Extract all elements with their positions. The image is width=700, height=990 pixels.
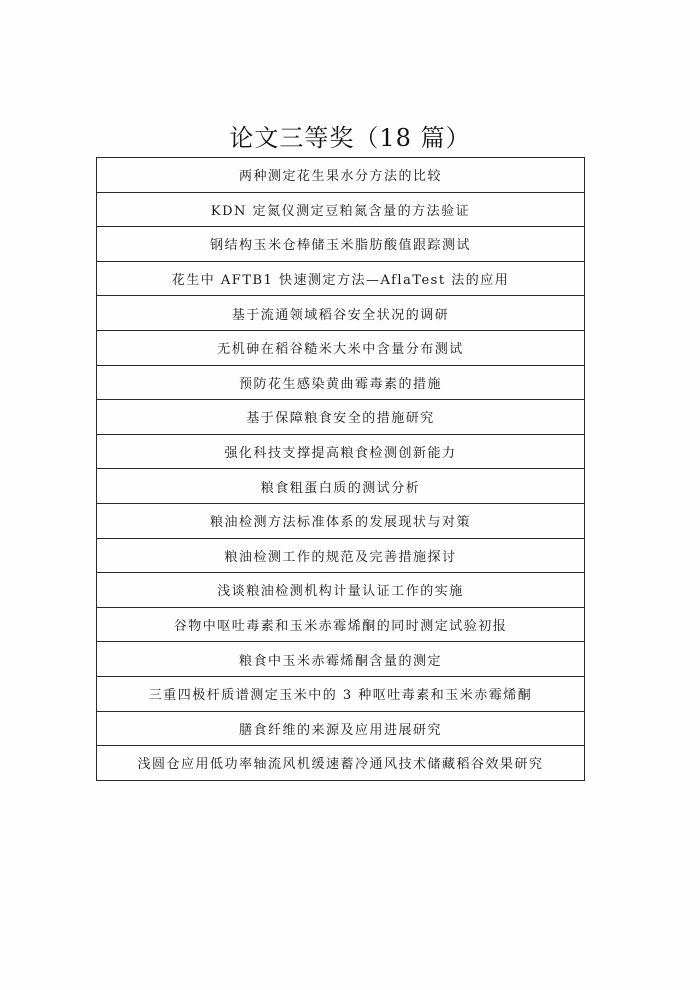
paper-title: 三重四极杆质谱测定玉米中的 3 种呕吐毒素和玉米赤霉烯酮 bbox=[97, 676, 585, 711]
table-row bbox=[97, 607, 585, 642]
paper-title: 膳食纤维的来源及应用进展研究 bbox=[97, 711, 585, 746]
table-row bbox=[97, 296, 585, 331]
table-row bbox=[97, 746, 585, 781]
paper-title: 钢结构玉米仓棒储玉米脂肪酸值跟踪测试 bbox=[97, 227, 585, 262]
table-row bbox=[97, 400, 585, 435]
page-title: 论文三等奖（18 篇） bbox=[229, 124, 471, 152]
table-row bbox=[97, 538, 585, 573]
paper-title: 基于保障粮食安全的措施研究 bbox=[97, 400, 585, 435]
table-row bbox=[97, 261, 585, 296]
paper-title: 无机砷在稻谷糙米大米中含量分布测试 bbox=[97, 330, 585, 365]
table-row bbox=[97, 676, 585, 711]
table-row bbox=[97, 330, 585, 365]
table-row bbox=[97, 227, 585, 262]
paper-title: 花生中 AFTB1 快速测定方法—AflaTest 法的应用 bbox=[97, 261, 585, 296]
table-row bbox=[97, 469, 585, 504]
award-table-body bbox=[97, 158, 585, 781]
table-row bbox=[97, 503, 585, 538]
paper-title: 谷物中呕吐毒素和玉米赤霉烯酮的同时测定试验初报 bbox=[97, 607, 585, 642]
table-row bbox=[97, 365, 585, 400]
paper-title: 浅圆仓应用低功率轴流风机缓速蓄冷通风技术储藏稻谷效果研究 bbox=[97, 746, 585, 781]
paper-title: 粮油检测方法标准体系的发展现状与对策 bbox=[97, 503, 585, 538]
table-row bbox=[97, 192, 585, 227]
paper-title: KDN 定氮仪测定豆粕氮含量的方法验证 bbox=[97, 192, 585, 227]
paper-title: 两种测定花生果水分方法的比较 bbox=[97, 158, 585, 193]
paper-title: 粮食粗蛋白质的测试分析 bbox=[97, 469, 585, 504]
table-row bbox=[97, 434, 585, 469]
paper-title: 粮食中玉米赤霉烯酮含量的测定 bbox=[97, 642, 585, 677]
paper-title: 基于流通领域稻谷安全状况的调研 bbox=[97, 296, 585, 331]
paper-title: 预防花生感染黄曲霉毒素的措施 bbox=[97, 365, 585, 400]
table-row bbox=[97, 573, 585, 608]
award-table bbox=[96, 157, 585, 781]
table-row bbox=[97, 642, 585, 677]
paper-title: 粮油检测工作的规范及完善措施探讨 bbox=[97, 538, 585, 573]
table-row bbox=[97, 711, 585, 746]
table-row bbox=[97, 158, 585, 193]
paper-title: 强化科技支撑提高粮食检测创新能力 bbox=[97, 434, 585, 469]
paper-title: 浅谈粮油检测机构计量认证工作的实施 bbox=[97, 573, 585, 608]
